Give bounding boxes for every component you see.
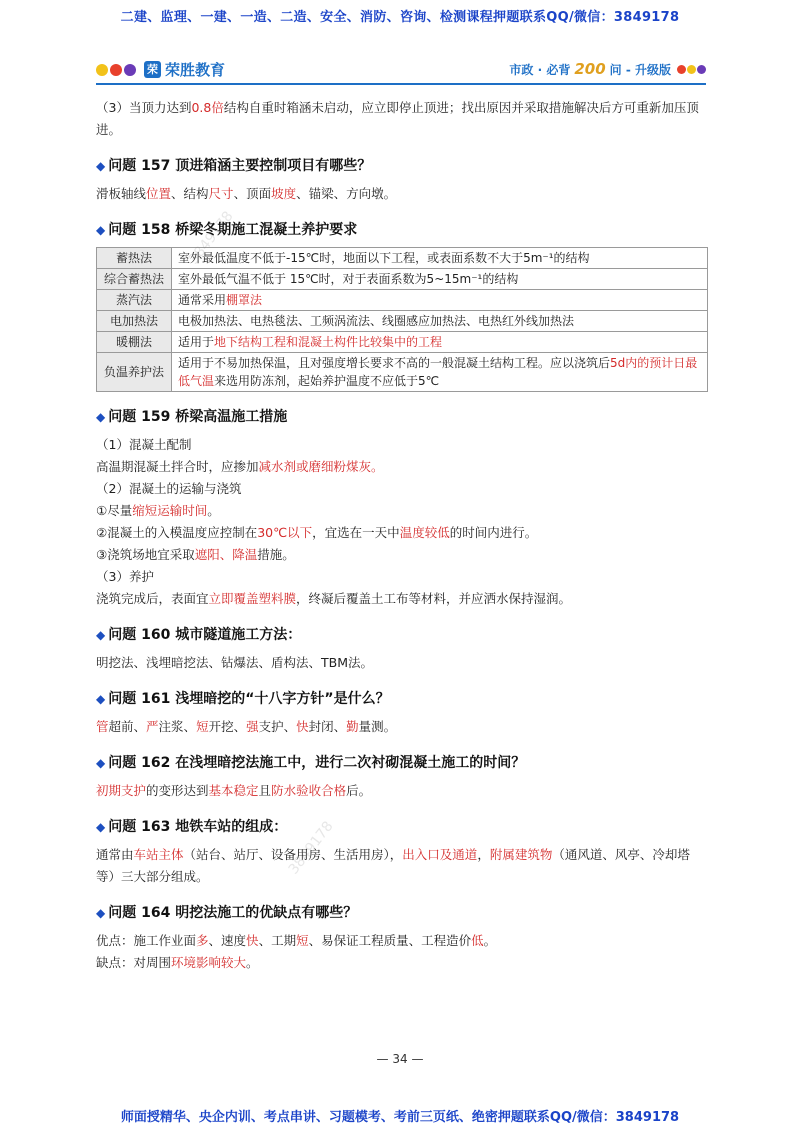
diamond-bullet-icon: ◆ <box>96 410 106 424</box>
text: 适用于 <box>178 335 215 349</box>
q159-s2c <box>96 544 708 566</box>
question-title: 问题 159 桥梁高温施工措施 <box>108 409 288 425</box>
watermark: 3849178 <box>285 818 337 878</box>
highlight: 减水剂或磨细粉煤灰。 <box>258 459 384 474</box>
diamond-bullet-icon: ◆ <box>96 820 106 834</box>
highlight: 短 <box>196 719 209 734</box>
text: 。 <box>483 933 497 948</box>
question-160-answer: 明挖法、浅埋暗挖法、钻爆法、盾构法、TBM法。 <box>96 655 373 670</box>
text: ， <box>477 847 490 862</box>
bottom-contact-banner: 师面授精华、央企内训、考点串讲、习题模考、考前三页纸、绝密押题联系QQ/微信：3849178 <box>120 1110 680 1125</box>
method-cell: 暖棚法 <box>97 332 172 353</box>
header-end-dots <box>677 65 706 74</box>
text: 。 <box>246 955 259 970</box>
question-161-heading <box>96 688 708 710</box>
text: 量测。 <box>358 719 397 734</box>
question-164-heading <box>96 902 708 924</box>
q159-s3-head: （3）养护 <box>96 569 154 584</box>
method-cell: 综合蓄热法 <box>97 269 172 290</box>
text: 。 <box>207 503 220 518</box>
question-159-heading <box>96 406 708 428</box>
highlight: 尺寸 <box>208 186 234 201</box>
desc-cell <box>172 353 708 392</box>
highlight: 基本稳定 <box>208 783 259 798</box>
text: 的时间内进行。 <box>449 525 538 540</box>
desc-cell: 室外最低气温不低于 15℃时，对于表面系数为5~15m⁻¹的结构 <box>172 269 708 290</box>
text: 支护、 <box>258 719 297 734</box>
text: 的变形达到 <box>146 783 209 798</box>
text: 来选用防冻剂，起始养护温度不应低于5℃ <box>214 374 440 388</box>
header-divider <box>96 83 706 85</box>
yellow-dot-icon <box>687 65 696 74</box>
question-title: 问题 164 明挖法施工的优缺点有哪些？ <box>108 905 358 921</box>
highlight: 防水验收合格 <box>271 783 347 798</box>
highlight: 多 <box>196 933 209 948</box>
q159-s1-head: （1）混凝土配制 <box>96 437 192 452</box>
highlight: 车站主体 <box>133 847 184 862</box>
highlight: 环境影响较大 <box>171 955 247 970</box>
diamond-bullet-icon: ◆ <box>96 756 106 770</box>
table-row <box>97 353 708 392</box>
text: 、工期 <box>258 933 297 948</box>
highlight: 遮阳、降温 <box>194 547 258 562</box>
question-163-heading <box>96 816 708 838</box>
highlight: 短 <box>296 933 309 948</box>
series-left: 市政 · 必背 <box>509 62 571 77</box>
question-title: 问题 157 顶进箱涵主要控制项目有哪些？ <box>108 158 372 174</box>
decorative-dots <box>96 64 136 76</box>
text: 浇筑完成后，表面宜 <box>96 591 209 606</box>
highlight: 快 <box>246 933 259 948</box>
q159-s1 <box>96 456 708 478</box>
question-160-heading <box>96 624 708 646</box>
desc-cell: 电极加热法、电热毯法、工频涡流法、线圈感应加热法、电热红外线加热法 <box>172 311 708 332</box>
highlight: 立即覆盖塑料膜 <box>208 591 297 606</box>
highlight: 快 <box>296 719 309 734</box>
text: 滑板轴线 <box>96 186 147 201</box>
question-163-answer <box>96 844 708 888</box>
table-row <box>97 311 708 332</box>
desc-cell <box>172 290 708 311</box>
highlight: 温度较低 <box>399 525 450 540</box>
text: 措施。 <box>257 547 295 562</box>
text: 、顶面 <box>233 186 272 201</box>
question-164-disadvantages <box>96 952 708 974</box>
q159-s2-head: （2）混凝土的运输与浇筑 <box>96 481 242 496</box>
text: 结构自重时箱涵未启动，应立即停止顶进；找出原因并采取措施解决后方可重新加压顶进。 <box>96 100 699 137</box>
highlight: 出入口及通道 <box>402 847 478 862</box>
text: 后。 <box>346 783 372 798</box>
highlight: 低 <box>471 933 484 948</box>
highlight: 勤 <box>346 719 359 734</box>
desc-cell <box>172 332 708 353</box>
question-title: 问题 158 桥梁冬期施工混凝土养护要求 <box>108 222 358 238</box>
question-164-advantages <box>96 930 708 952</box>
q159-s2a <box>96 500 708 522</box>
highlight: 初期支护 <box>96 783 147 798</box>
highlight: 坡度 <box>271 186 297 201</box>
text: ，宜选在一天中 <box>312 525 400 540</box>
question-157-answer <box>96 183 708 205</box>
text: （站台、站厅、设备用房、生活用房）， <box>183 847 403 862</box>
text: 缺点：对周围 <box>96 955 172 970</box>
series-title <box>509 60 706 78</box>
text: 高温期混凝土拌合时，应掺加 <box>96 459 259 474</box>
highlight: 缩短运输时间 <box>132 503 208 518</box>
text: （通风道、风亭、冷却塔等）三大部分组成。 <box>96 847 690 884</box>
question-157-heading <box>96 155 708 177</box>
diamond-bullet-icon: ◆ <box>96 906 106 920</box>
q159-s3 <box>96 588 708 610</box>
purple-dot-icon <box>124 64 136 76</box>
text: 通常采用 <box>178 293 227 307</box>
question-162-answer <box>96 780 708 802</box>
diamond-bullet-icon: ◆ <box>96 223 106 237</box>
winter-curing-table <box>96 247 708 392</box>
text: 优点：施工作业面 <box>96 933 197 948</box>
question-title: 问题 162 在浅埋暗挖法施工中，进行二次衬砌混凝土施工的时间？ <box>108 755 526 771</box>
watermark: 3849178 <box>185 208 237 268</box>
desc-cell: 室外最低温度不低于-15℃时，地面以下工程，或表面系数不大于5m⁻¹的结构 <box>172 248 708 269</box>
page-content <box>96 97 708 974</box>
series-number: 200 <box>574 60 606 78</box>
highlight: 位置 <box>146 186 172 201</box>
text: ③浇筑场地宜采取 <box>96 547 195 562</box>
page-number: — 34 — <box>376 1052 424 1066</box>
logo-text: 荣胜教育 <box>165 61 226 79</box>
text: 超前、 <box>108 719 147 734</box>
top-contact-banner: 二建、监理、一建、一造、二造、安全、消防、咨询、检测课程押题联系QQ/微信：3849178 <box>120 10 680 25</box>
method-cell: 蒸汽法 <box>97 290 172 311</box>
highlight: 5d内的预计日最低气温 <box>178 356 698 388</box>
purple-dot-icon <box>697 65 706 74</box>
series-right: 问 - 升级版 <box>609 62 671 77</box>
logo-mark-icon: 荣 <box>144 61 161 78</box>
method-cell: 负温养护法 <box>97 353 172 392</box>
text: 、结构 <box>171 186 209 201</box>
method-cell: 电加热法 <box>97 311 172 332</box>
brand-logo <box>144 59 225 80</box>
question-162-heading <box>96 752 708 774</box>
highlight: 地下结构工程和混凝土构件比较集中的工程 <box>214 335 443 349</box>
diamond-bullet-icon: ◆ <box>96 159 106 173</box>
diamond-bullet-icon: ◆ <box>96 628 106 642</box>
intro-paragraph <box>96 97 708 141</box>
highlight: 强 <box>246 719 259 734</box>
text: （3）当顶力达到 <box>96 100 192 115</box>
question-161-answer <box>96 716 708 738</box>
text: 开挖、 <box>208 719 247 734</box>
question-title: 问题 163 地铁车站的组成： <box>108 819 288 835</box>
page-header <box>96 56 706 86</box>
text: 且 <box>258 783 272 798</box>
text: ①尽量 <box>96 503 133 518</box>
yellow-dot-icon <box>96 64 108 76</box>
highlight: 管 <box>96 719 109 734</box>
text: 、易保证工程质量、工程造价 <box>308 933 472 948</box>
table-row <box>97 269 708 290</box>
text: 注浆、 <box>158 719 197 734</box>
text: ，终凝后覆盖土工布等材料，并应洒水保持湿润。 <box>296 591 572 606</box>
highlight: 附属建筑物 <box>489 847 553 862</box>
highlight: 0.8倍 <box>191 100 224 115</box>
red-dot-icon <box>677 65 686 74</box>
text: 适用于不易加热保温，且对强度增长要求不高的一般混凝土结构工程。应以浇筑后 <box>178 356 611 370</box>
method-cell: 蓄热法 <box>97 248 172 269</box>
text: 、速度 <box>208 933 247 948</box>
question-158-heading <box>96 219 708 241</box>
diamond-bullet-icon: ◆ <box>96 692 106 706</box>
table-row <box>97 332 708 353</box>
text: 封闭、 <box>308 719 347 734</box>
text: 通常由 <box>96 847 134 862</box>
text: ②混凝土的入模温度应控制在 <box>96 525 258 540</box>
red-dot-icon <box>110 64 122 76</box>
text: 、锚梁、方向墩。 <box>296 186 397 201</box>
highlight: 严 <box>146 719 159 734</box>
table-row <box>97 290 708 311</box>
question-title: 问题 161 浅埋暗挖的“十八字方针”是什么？ <box>108 691 390 707</box>
question-title: 问题 160 城市隧道施工方法： <box>108 627 302 643</box>
q159-s2b <box>96 522 708 544</box>
highlight: 30℃以下 <box>257 525 313 540</box>
highlight: 棚罩法 <box>226 293 263 307</box>
